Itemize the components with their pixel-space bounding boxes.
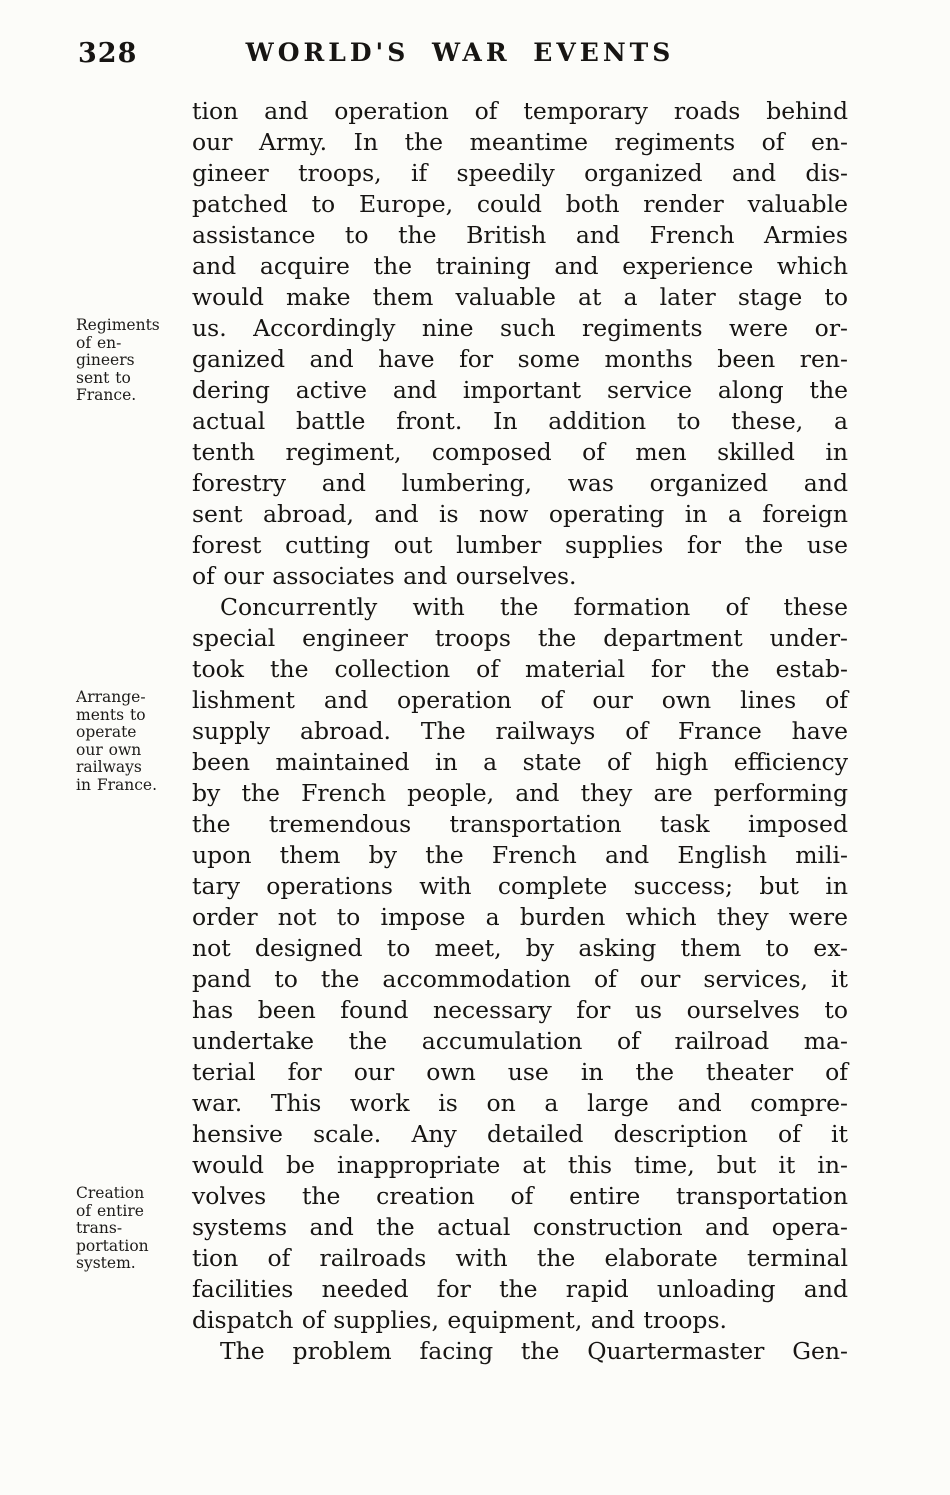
sidenote-line: trans- xyxy=(76,1219,123,1237)
sidenote-line: portation xyxy=(76,1236,149,1255)
text-line: dering active and important service along the xyxy=(192,376,848,404)
sidenote-line: operate xyxy=(76,723,137,741)
text-line: assistance to the British and French Armies xyxy=(192,221,848,249)
text-line: facilities needed for the rapid unloading and xyxy=(192,1275,848,1303)
text-line: would be inappropriate at this time, but it in- xyxy=(192,1151,848,1179)
margin-sidenote xyxy=(76,1185,184,1273)
text-line: pand to the accommodation of our services, it xyxy=(192,965,848,993)
sidenote-line: of entire xyxy=(76,1201,144,1220)
text-line: the tremendous transportation task imposed xyxy=(192,810,848,838)
page-header xyxy=(0,36,950,76)
text-line: hensive scale. Any detailed description of it xyxy=(192,1120,848,1148)
text-line: our Army. In the meantime regiments of en- xyxy=(192,128,848,156)
sidenote-line: in France. xyxy=(76,775,158,794)
margin-sidenote xyxy=(76,689,184,794)
sidenote-line: Regiments xyxy=(76,316,160,334)
text-line: us. Accordingly nine such regiments were or- Regiments of en- gineers sent to France. xyxy=(76,314,848,404)
text-line: been maintained in a state of high efficiency xyxy=(192,748,848,776)
text-line: gineer troops, if speedily organized and dis- xyxy=(192,159,848,187)
paragraph xyxy=(192,1336,848,1367)
text-line: actual battle front. In addition to these, a xyxy=(192,407,848,435)
text-line: forest cutting out lumber supplies for the use xyxy=(192,531,848,559)
text-line: has been found necessary for us ourselves to xyxy=(192,996,848,1024)
text-line: would make them valuable at a later stage to xyxy=(192,283,848,311)
text-line: dispatch of supplies, equipment, and troops. xyxy=(192,1306,727,1334)
text-line: sent abroad, and is now operating in a foreign xyxy=(192,500,848,528)
text-line: volves the creation of entire transportation Creation of entire trans- portation system. xyxy=(76,1182,848,1272)
text-line: and acquire the training and experience which xyxy=(192,252,848,280)
running-title: WORLD'S WAR EVENTS xyxy=(245,38,675,67)
sidenote-line: sent to xyxy=(76,368,131,387)
text-line: tion and operation of temporary roads behind xyxy=(192,97,848,125)
paragraph xyxy=(76,96,848,592)
text-line: Concurrently with the formation of these xyxy=(220,593,848,621)
text-line: terial for our own use in the theater of xyxy=(192,1058,848,1086)
text-line: tenth regiment, composed of men skilled in xyxy=(192,438,848,466)
text-line: ganized and have for some months been ren- xyxy=(192,345,848,373)
text-line: not designed to meet, by asking them to ex- xyxy=(192,934,848,962)
sidenote-line: our own xyxy=(76,740,142,759)
text-line: patched to Europe, could both render valuable xyxy=(192,190,848,218)
text-line: supply abroad. The railways of France have xyxy=(192,717,848,745)
text-line: took the collection of material for the estab- xyxy=(192,655,848,683)
text-column xyxy=(76,96,848,1367)
text-line: undertake the accumulation of railroad ma- xyxy=(192,1027,848,1055)
sidenote-line: Arrange- xyxy=(76,688,146,706)
sidenote-line: system. xyxy=(76,1254,136,1272)
sidenote-line: railways xyxy=(76,758,142,776)
text-line: by the French people, and they are performing xyxy=(192,779,848,807)
text-line: The problem facing the Quartermaster Gen- xyxy=(220,1337,848,1365)
text-line: of our associates and ourselves. xyxy=(192,562,577,590)
text-line: systems and the actual construction and opera- xyxy=(192,1213,848,1241)
sidenote-line: ments to xyxy=(76,705,146,724)
sidenote-line: Creation xyxy=(76,1184,145,1202)
sidenote-line: France. xyxy=(76,386,137,404)
text-line: special engineer troops the department under- xyxy=(192,624,848,652)
sidenote-line: gineers xyxy=(76,351,135,369)
text-line: lishment and operation of our own lines of Arrange- ments to operate our own railways in France. xyxy=(76,686,848,794)
text-line: tary operations with complete success; but in xyxy=(192,872,848,900)
margin-sidenote xyxy=(76,317,184,405)
text-line: upon them by the French and English mili- xyxy=(192,841,848,869)
sidenote-line: of en- xyxy=(76,333,122,352)
text-line: tion of railroads with the elaborate terminal xyxy=(192,1244,848,1272)
page-number: 328 xyxy=(78,38,138,69)
text-line: war. This work is on a large and compre- xyxy=(192,1089,848,1117)
text-line: forestry and lumbering, was organized and xyxy=(192,469,848,497)
text-line: order not to impose a burden which they were xyxy=(192,903,848,931)
paragraph xyxy=(76,592,848,1336)
